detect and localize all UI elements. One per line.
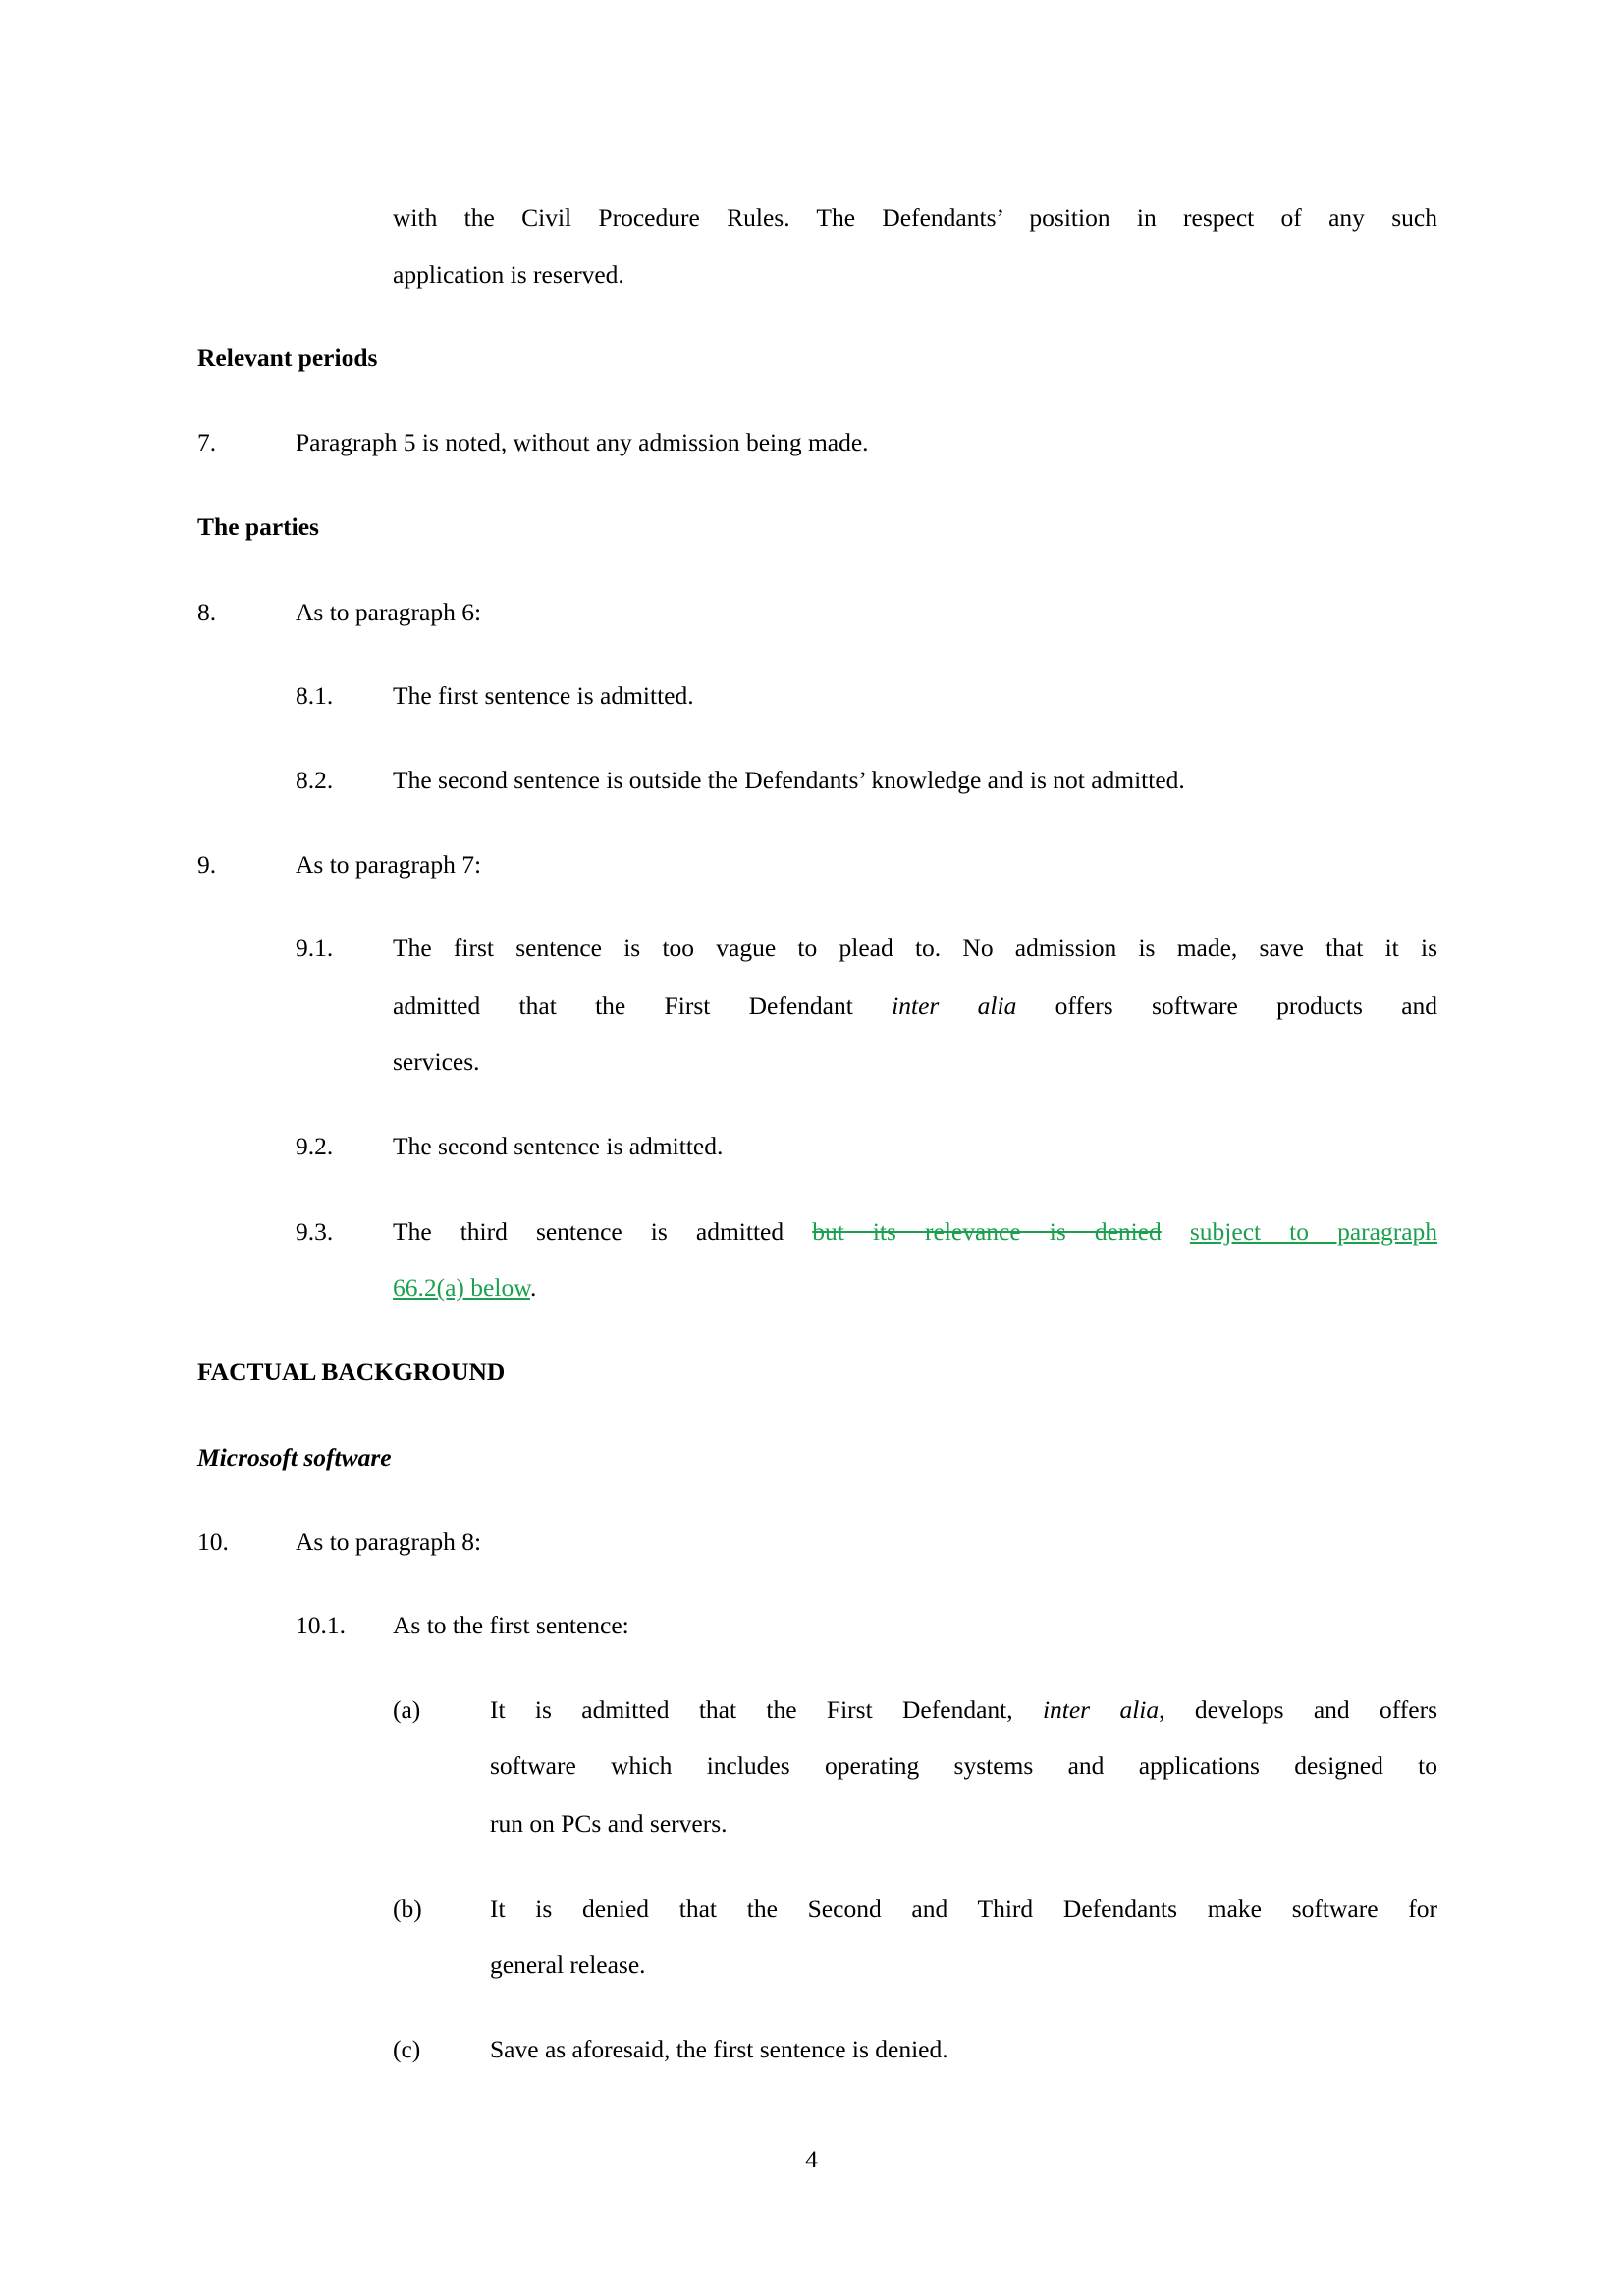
heading-the-parties: The parties	[197, 512, 319, 541]
tracked-insertion: subject to paragraph	[1189, 1217, 1438, 1246]
para-number: 9.	[197, 850, 217, 879]
subpara-text: The first sentence is admitted.	[393, 681, 694, 710]
item-text: run on PCs and servers.	[490, 1809, 728, 1838]
heading-factual-background: FACTUAL BACKGROUND	[197, 1358, 506, 1386]
text-run: The third sentence is admitted	[393, 1217, 784, 1246]
para-number: 10.	[197, 1527, 229, 1556]
text-run	[1043, 1695, 1437, 1724]
para-text: As to paragraph 8:	[296, 1527, 482, 1556]
text-run: , develops and offers	[1159, 1695, 1437, 1724]
subpara-number: 9.2.	[296, 1132, 334, 1160]
item-number: (b)	[393, 1895, 422, 1923]
text-run: admitted that the First Defendant	[393, 991, 853, 1020]
para-text: As to paragraph 7:	[296, 850, 482, 879]
item-text: It is denied that the Second and Third Defendants make software for	[490, 1895, 1437, 1923]
para-text: As to paragraph 6:	[296, 598, 482, 626]
item-text: Save as aforesaid, the first sentence is denied.	[490, 2035, 948, 2063]
subpara-text	[393, 1273, 536, 1303]
subpara-text: services.	[393, 1047, 480, 1076]
page-number: 4	[805, 2145, 818, 2173]
tracked-deletion: but its relevance is denied	[812, 1217, 1162, 1246]
tracked-insertion: 66.2(a) below	[393, 1273, 530, 1302]
heading-microsoft-software: Microsoft software	[197, 1443, 392, 1471]
subpara-text	[393, 1217, 1437, 1247]
heading-relevant-periods: Relevant periods	[197, 344, 378, 372]
item-text: general release.	[490, 1950, 646, 1979]
continuation-line: application is reserved.	[393, 260, 624, 289]
para-number: 7.	[197, 428, 217, 456]
para-number: 8.	[197, 598, 217, 626]
subpara-text: The second sentence is admitted.	[393, 1132, 724, 1160]
continuation-line: with the Civil Procedure Rules. The Defendants’ position in respect of any such	[393, 203, 1437, 232]
text-run: .	[529, 1273, 537, 1302]
subpara-text: As to the first sentence:	[393, 1611, 629, 1639]
text-run: It is admitted that the First Defendant,	[490, 1695, 1013, 1724]
italic-term: inter alia	[892, 991, 1017, 1020]
subpara-number: 10.1.	[296, 1611, 346, 1639]
item-number: (c)	[393, 2035, 421, 2063]
subpara-number: 8.2.	[296, 766, 334, 794]
subpara-number: 8.1.	[296, 681, 334, 710]
text-run: offers software products and	[1055, 991, 1438, 1020]
subpara-text	[393, 991, 1437, 1021]
item-text: software which includes operating systems and applications designed to	[490, 1751, 1437, 1780]
item-number: (a)	[393, 1695, 421, 1724]
subpara-number: 9.3.	[296, 1217, 334, 1246]
subpara-number: 9.1.	[296, 934, 334, 962]
para-text: Paragraph 5 is noted, without any admission being made.	[296, 428, 869, 456]
subpara-text: The first sentence is too vague to plead to. No admission is made, save that it is	[393, 934, 1437, 962]
subpara-text: The second sentence is outside the Defendants’ knowledge and is not admitted.	[393, 766, 1185, 794]
item-text	[490, 1695, 1437, 1725]
italic-term: inter alia	[1042, 1695, 1160, 1724]
